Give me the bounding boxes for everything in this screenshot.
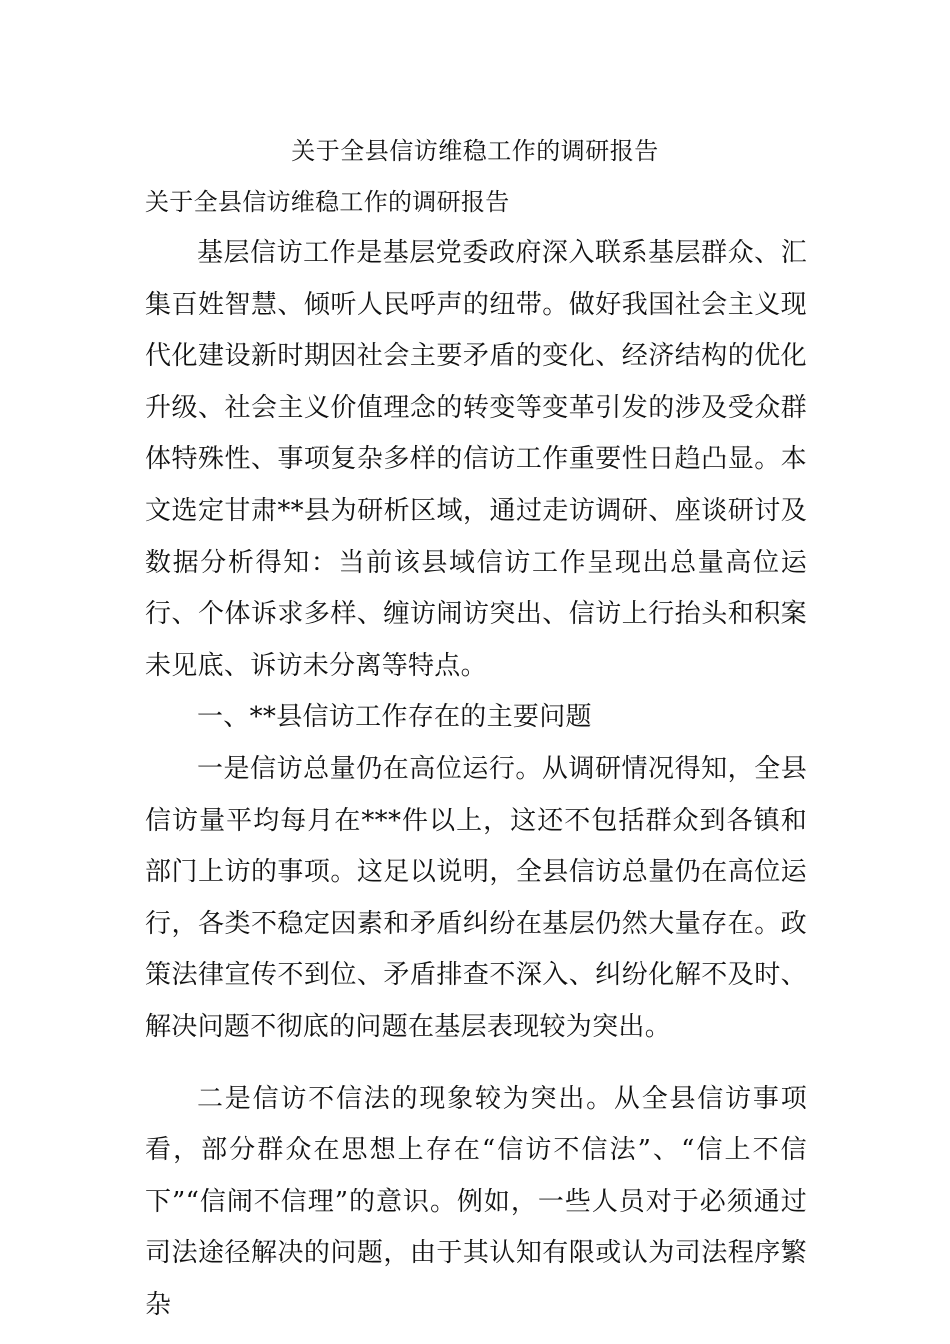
paragraph-problem-one: 一是信访总量仍在高位运行。从调研情况得知，全县信访量平均每月在***件以上，这还不包括群众到各镇和部门上访的事项。这足以说明，全县信访总量仍在高位运行，各类不稳定因素和矛盾纠纷在基层仍然大量存在。政策法律宣传不到位、矛盾排查不深入、纠纷化解不及时、解决问题不彻底的问题在基层表现较为突出。: [145, 753, 807, 1042]
document-title: 关于全县信访维稳工作的调研报告: [291, 137, 659, 165]
paragraph-intro: 基层信访工作是基层党委政府深入联系基层群众、汇集百姓智慧、倾听人民呼声的纽带。做好我国社会主义现代化建设新时期因社会主要矛盾的变化、经济结构的优化升级、社会主义价值理念的转变等变革引发的涉及受众群体特殊性、事项复杂多样的信访工作重要性日趋凸显。本文选定甘肃**县为研析区域，通过走访调研、座谈研讨及数据分析得知：当前该县域信访工作呈现出总量高位运行、个体诉求多样、缠访闹访突出、信访上行抬头和积案未见底、诉访未分离等特点。: [145, 238, 807, 681]
paragraph-problem-two: 二是信访不信法的现象较为突出。从全县信访事项看，部分群众在思想上存在“信访不信法”、“信上不信下”“信闹不信理”的意识。例如，一些人员对于必须通过司法途径解决的问题，由于其认知有限或认为司法程序繁杂: [145, 1083, 807, 1320]
document-subtitle: 关于全县信访维稳工作的调研报告: [145, 188, 510, 216]
section-heading: 一、**县信访工作存在的主要问题: [197, 702, 592, 733]
document-body: [145, 182, 807, 1331]
